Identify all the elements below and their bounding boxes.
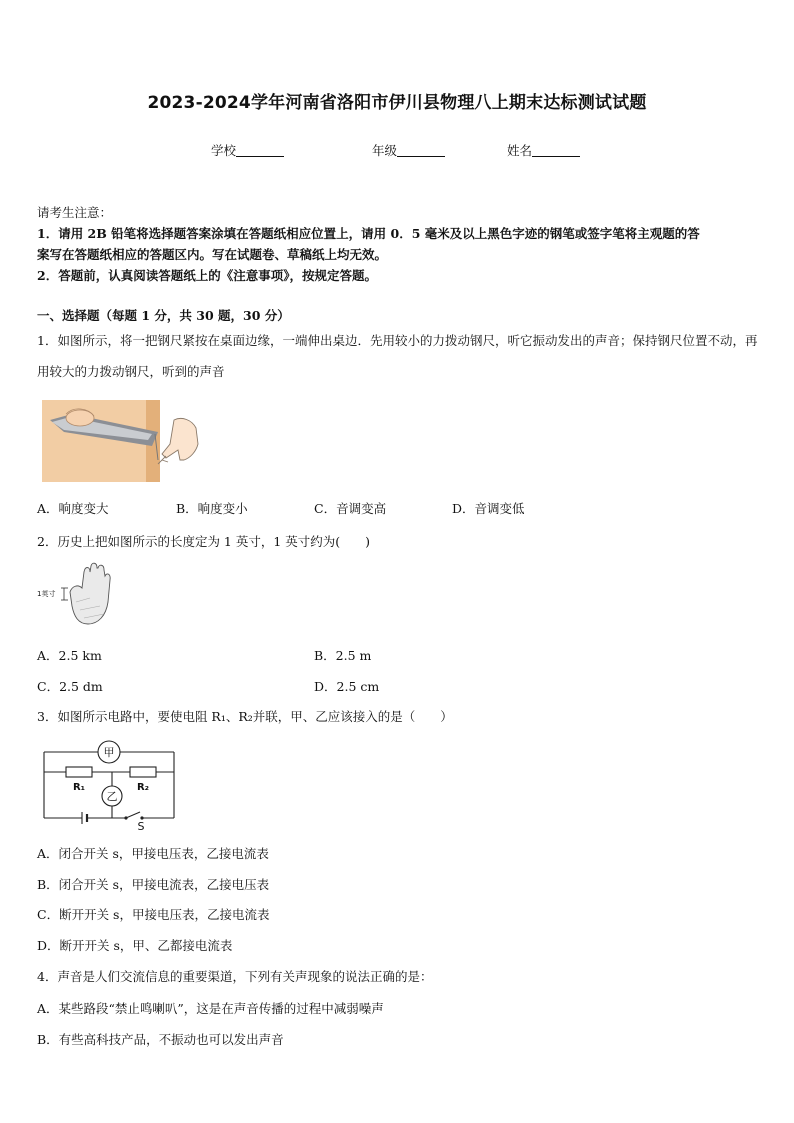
notice-heading: 请考生注意：: [37, 205, 113, 220]
question-4-stem: 4．声音是人们交流信息的重要渠道，下列有关声现象的说法正确的是：: [37, 969, 433, 984]
notice-item-1-line-2: 案写在答题纸相应的答题区内。写在试题卷、草稿纸上均无效。: [37, 247, 388, 262]
grade-label: 年级: [372, 143, 398, 158]
ruler-vibration-figure: [42, 396, 160, 482]
section-heading: 一、选择题（每题 1 分，共 30 题，30 分）: [37, 308, 290, 323]
q2-option-b[interactable]: B．2.5 m: [314, 648, 372, 663]
switch-label: S: [137, 820, 145, 832]
q1-option-a[interactable]: A．响度变大: [37, 501, 109, 516]
q3-option-a[interactable]: A．闭合开关 s，甲接电压表，乙接电流表: [37, 846, 269, 861]
notice-item-2: 2．答题前，认真阅读答题纸上的《注意事项》，按规定答题。: [37, 268, 377, 283]
page-title: 2023-2024学年河南省洛阳市伊川县物理八上期末达标测试试题: [147, 93, 647, 113]
q3-option-d[interactable]: D．断开开关 s，甲、乙都接电流表: [37, 938, 233, 953]
q1-option-d[interactable]: D．音调变低: [452, 501, 525, 516]
name-field: [507, 141, 580, 159]
r2-label: R₂: [136, 782, 150, 793]
grade-field: [372, 141, 445, 159]
question-1-stem: 1．如图所示，将一把钢尺紧按在桌面边缘，一端伸出桌边．先用较小的力拨动钢尺，听它振动发出的声音；保持钢尺位置不动，再用较大的力拨动钢尺，听到的声音: [37, 333, 758, 379]
school-blank: [236, 144, 284, 157]
grade-blank: [397, 144, 445, 157]
meter-b-label: 乙: [106, 790, 118, 803]
q1-option-c[interactable]: C．音调变高: [314, 501, 387, 516]
q3-option-b[interactable]: B．闭合开关 s，甲接电流表，乙接电压表: [37, 877, 270, 892]
name-label: 姓名: [507, 143, 533, 158]
q2-option-a[interactable]: A．2.5 km: [37, 648, 102, 663]
q2-option-c[interactable]: C．2.5 dm: [37, 679, 103, 694]
meter-a-label: 甲: [103, 746, 115, 759]
hand-plucking-icon: [154, 414, 202, 466]
question-2-stem: 2．历史上把如图所示的长度定为 1 英寸，1 英寸约为( ): [37, 534, 371, 549]
school-field: [211, 141, 284, 159]
r1-label: R₁: [72, 782, 86, 793]
thumb-inch-figure: [60, 562, 118, 628]
q4-option-a[interactable]: A．某些路段“禁止鸣喇叭”，这是在声音传播的过程中减弱噪声: [37, 1001, 384, 1016]
circuit-diagram: [40, 740, 180, 832]
notice-item-1-line-1: 1．请用 2B 铅笔将选择题答案涂填在答题纸相应位置上，请用 0．5 毫米及以上黑色字迹的钢笔或签字笔将主观题的答: [37, 226, 700, 241]
q2-option-d[interactable]: D．2.5 cm: [314, 679, 380, 694]
q1-option-b[interactable]: B．响度变小: [176, 501, 248, 516]
question-3-stem: 3．如图所示电路中，要使电阻 R₁、R₂并联，甲、乙应该接入的是（ ）: [37, 709, 453, 724]
q3-option-c[interactable]: C．断开开关 s，甲接电压表，乙接电流表: [37, 907, 270, 922]
inch-label: 1英寸: [37, 590, 56, 598]
school-label: 学校: [211, 143, 237, 158]
name-blank: [532, 144, 580, 157]
q4-option-b[interactable]: B．有些高科技产品，不振动也可以发出声音: [37, 1032, 284, 1047]
